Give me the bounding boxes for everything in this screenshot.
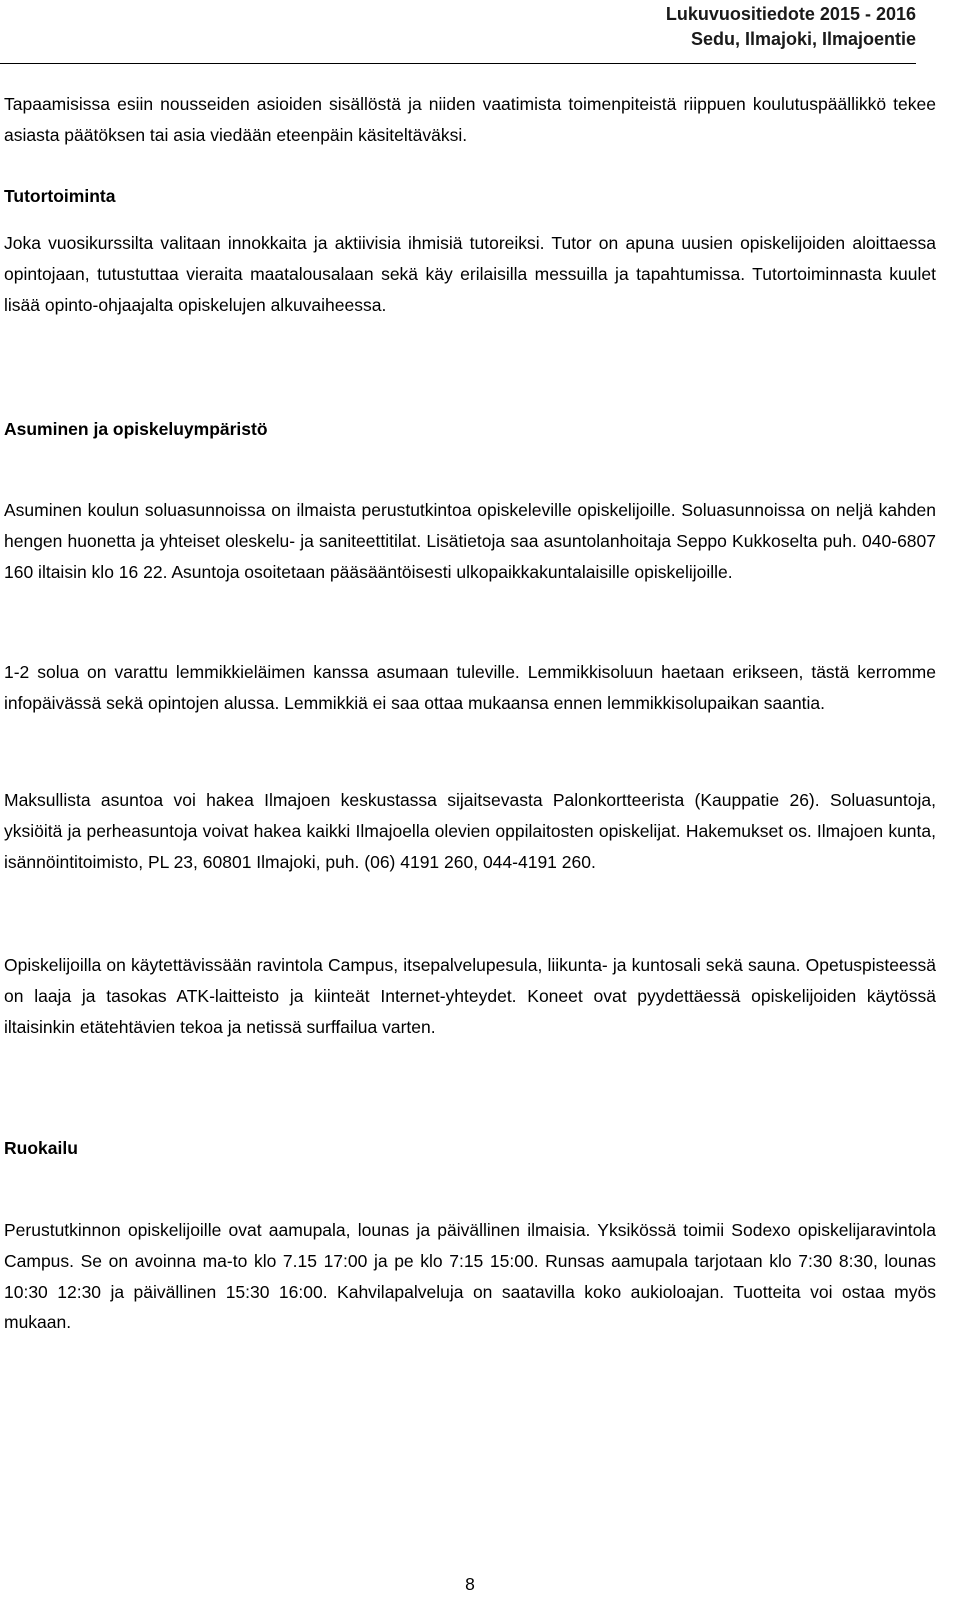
section-heading-tutor: Tutortoiminta	[4, 186, 116, 206]
intro-paragraph: Tapaamisissa esiin nousseiden asioiden sisällöstä ja niiden vaatimista toimenpiteistä riippuen koulutuspäällikkö tekee asiasta päätöksen tai asia viedään eteenpäin käsiteltäväksi.	[4, 94, 936, 145]
page-number: 8	[465, 1574, 475, 1594]
housing-paragraph-4: Opiskelijoilla on käytettävissään ravintola Campus, itsepalvelupesula, liikunta- ja kuntosali sekä sauna. Opetuspisteessä on laaja ja tasokas ATK-laitteisto ja kiinteät Internet-yhteydet. Koneet ovat pyydettäessä opiskelijoiden käytössä iltaisinkin etätehtävien tekoa ja netissä surffailua varten.	[4, 955, 936, 1037]
housing-paragraph-3: Maksullista asuntoa voi hakea Ilmajoen keskustassa sijaitsevasta Palonkortteerista (Kauppatie 26). Soluasuntoja, yksiöitä ja perheasuntoja voivat hakea kaikki Ilmajoella olevien oppilaitosten opiskelijat. Hakemukset os. Ilmajoen kunta, isännöintitoimisto, PL 23, 60801 Ilmajoki, puh. (06) 4191 260, 044-4191 260.	[4, 790, 936, 872]
section-heading-dining: Ruokailu	[4, 1138, 78, 1158]
housing-paragraph-1: Asuminen koulun soluasunnoissa on ilmaista perustutkintoa opiskeleville opiskelijoille. Soluasunnoissa on neljä kahden hengen huonetta ja yhteiset oleskelu- ja saniteettitilat. Lisätietoja saa asuntolanhoitaja Seppo Kukkoselta puh. 040-6807 160 iltaisin klo 16 22. Asuntoja osoitetaan pääsääntöisesti ulkopaikkakuntalaisille opiskelijoille.	[4, 500, 936, 582]
document-title: Lukuvuositiedote 2015 - 2016	[665, 4, 916, 24]
document-header	[0, 2, 916, 52]
housing-paragraph-2: 1-2 solua on varattu lemmikkieläimen kanssa asumaan tuleville. Lemmikkisoluun haetaan erikseen, tästä kerromme infopäivässä sekä opintojen alussa. Lemmikkiä ei saa ottaa mukaansa ennen lemmikkisolupaikan saantia.	[4, 662, 936, 713]
dining-paragraph: Perustutkinnon opiskelijoille ovat aamupala, lounas ja päivällinen ilmaisia. Yksikössä toimii Sodexo opiskelijaravintola Campus. Se on avoinna ma-to klo 7.15 17:00 ja pe klo 7:15 15:00. Runsas aamupala tarjotaan klo 7:30 8:30, lounas 10:30 12:30 ja päivällinen 15:30 16:00. Kahvilapalveluja on saatavilla koko aukioloajan. Tuotteita voi ostaa myös mukaan.	[4, 1220, 936, 1333]
header-divider	[0, 63, 916, 64]
document-subtitle: Sedu, Ilmajoki, Ilmajoentie	[690, 29, 916, 49]
section-heading-housing: Asuminen ja opiskeluympäristö	[4, 419, 268, 439]
tutor-paragraph: Joka vuosikurssilta valitaan innokkaita ja aktiivisia ihmisiä tutoreiksi. Tutor on apuna uusien opiskelijoiden aloittaessa opintojaan, tutustuttaa vieraita maatalousalaan sekä käy erilaisilla messuilla ja tapahtumissa. Tutortoiminnasta kuulet lisää opinto-ohjaajalta opiskelujen alkuvaiheessa.	[4, 233, 936, 315]
